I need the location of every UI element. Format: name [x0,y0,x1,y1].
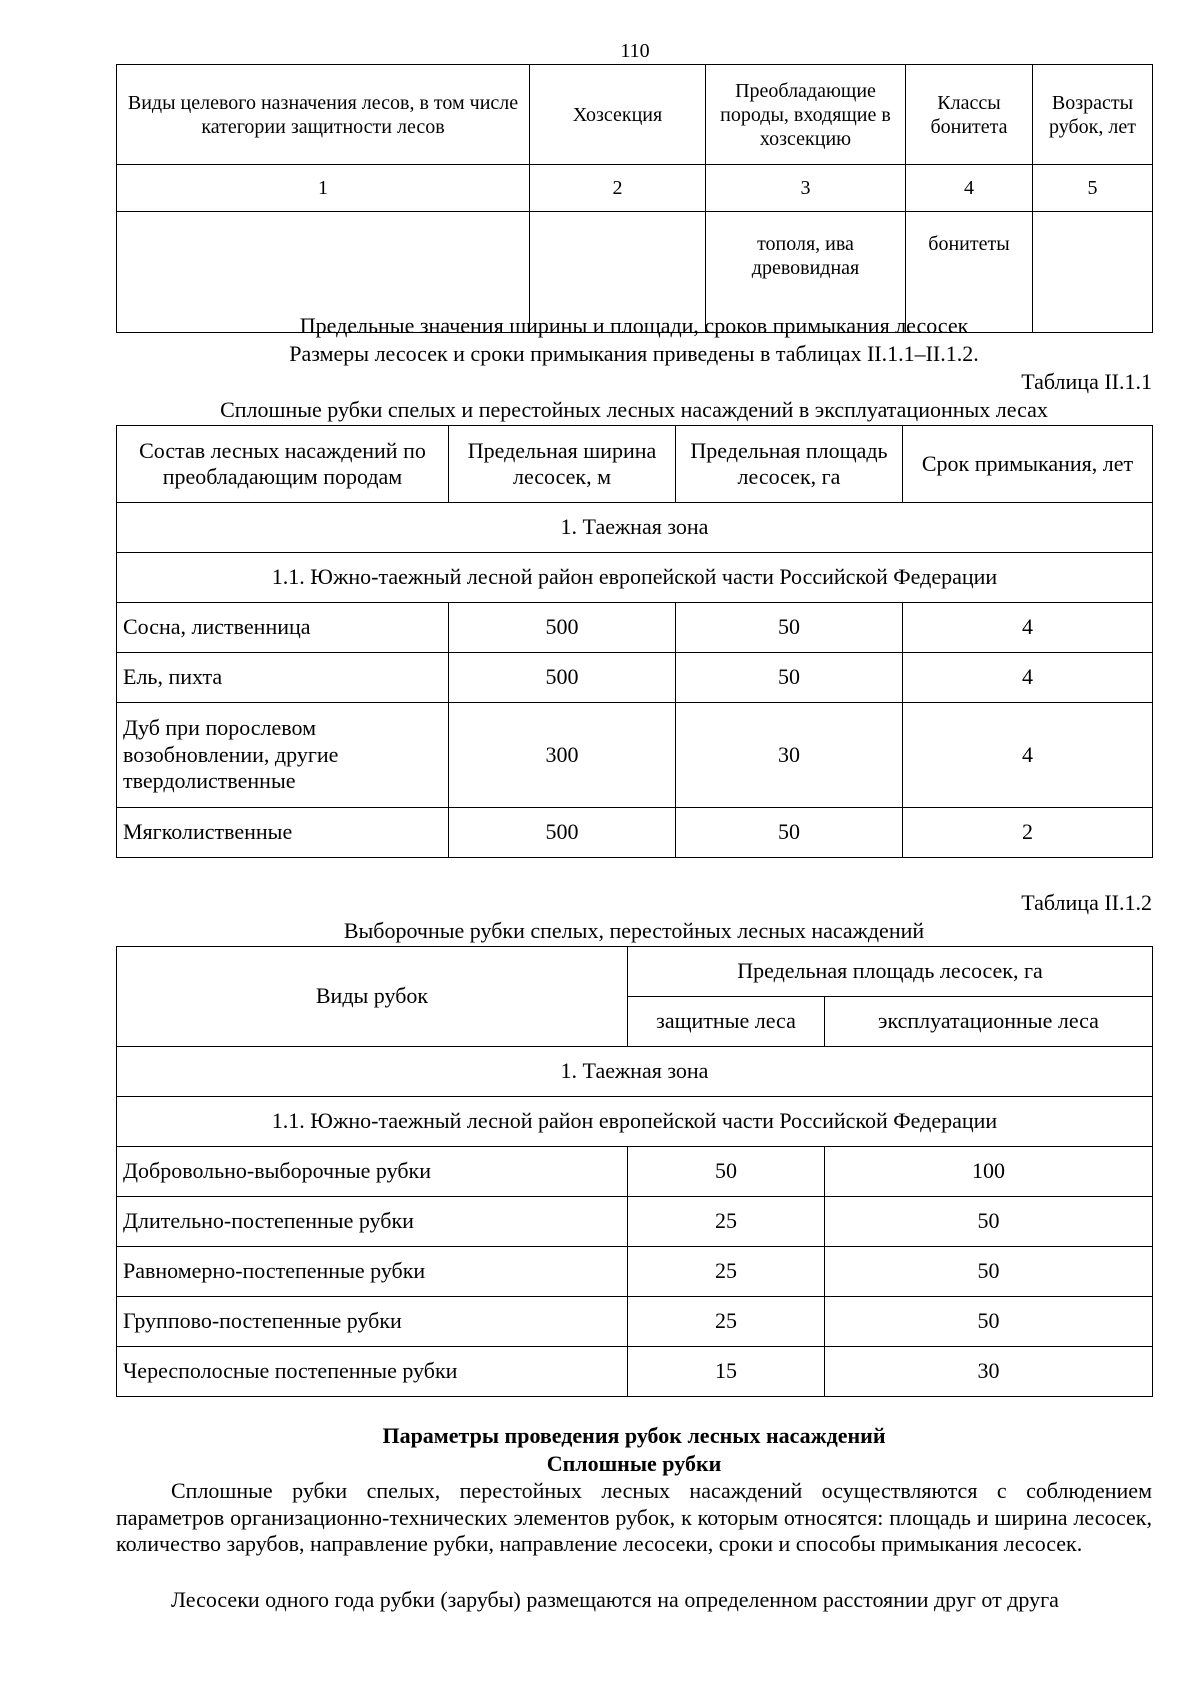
column-number: 3 [706,165,906,212]
header-cell: Преобладающие породы, входящие в хозсекцию [706,65,906,165]
header-cell: Классы бонитета [906,65,1033,165]
table-cell: Мягколиственные [117,808,449,858]
column-number: 2 [530,165,706,212]
header-cell: Предельная площадь лесосек, га [676,426,903,503]
table-cell: 300 [449,703,676,808]
table-cell: Группово-постепенные рубки [117,1297,628,1347]
table-cell: Сосна, лиственница [117,603,449,653]
section-heading: Предельные значения ширины и площади, сроков примыкания лесосек [299,313,969,338]
selective-cut-table [116,946,1153,1397]
header-cell: Возрасты рубок, лет [1033,65,1153,165]
body-paragraph: Сплошные рубки спелых, перестойных лесных насаждений осуществляются с соблюдением параметров организационно-технических элементов рубок, к которым относятся: площадь и ширина лесосек, количество зарубов, направление рубки, направление лесосеки, сроки и способы примыкания лесосек. [116,1478,1152,1556]
section-heading: Параметры проведения рубок лесных насаждений [382,1423,886,1448]
column-number-row [117,165,1153,212]
header-cell: Предельная площадь лесосек, га [628,947,1153,997]
table-header-row [117,947,1153,997]
table-row [117,1147,1153,1197]
header-cell: Виды целевого назначения лесов, в том числе категории защитности лесов [117,65,530,165]
table-cell: 25 [628,1197,825,1247]
table-cell: 25 [628,1247,825,1297]
table-cell: Длительно-постепенные рубки [117,1197,628,1247]
table-header-row [117,426,1153,503]
header-cell: Состав лесных насаждений по преобладающим породам [117,426,449,503]
page-number: 110 [620,40,650,62]
table-cell: тополя, ива древовидная [706,212,906,333]
table-title: Сплошные рубки спелых и перестойных лесных насаждений в эксплуатационных лесах [220,397,1048,422]
body-paragraph: Лесосеки одного года рубки (зарубы) размещаются на определенном расстоянии друг от друга [171,1587,1059,1612]
table-cell: 500 [449,653,676,703]
header-cell: Срок примыкания, лет [903,426,1153,503]
table-cell: 4 [903,653,1153,703]
table-cell: Ель, пихта [117,653,449,703]
table-cell: Равномерно-постепенные рубки [117,1247,628,1297]
header-cell: защитные леса [628,997,825,1047]
table-row [117,1297,1153,1347]
region-cell: 1.1. Южно-таежный лесной район европейской части Российской Федерации [117,553,1153,603]
section-subline: Размеры лесосек и сроки примыкания приведены в таблицах II.1.1–II.1.2. [289,341,979,366]
zone-cell: 1. Таежная зона [117,503,1153,553]
table-cell: Дуб при порослевом возобновлении, другие твердолиственные [117,703,449,808]
table-row [117,808,1153,858]
table-row [117,703,1153,808]
zone-row [117,1047,1153,1097]
table-cell: 500 [449,603,676,653]
table-cell: 15 [628,1347,825,1397]
table-cell: 50 [825,1197,1153,1247]
section-subheading: Сплошные рубки [546,1451,722,1476]
table-cell: Чересполосные постепенные рубки [117,1347,628,1397]
table-row [117,1247,1153,1297]
table-cell: 50 [825,1247,1153,1297]
table-cell: 50 [628,1147,825,1197]
forest-purpose-table [116,64,1153,333]
table-row [117,603,1153,653]
table-cell: 30 [825,1347,1153,1397]
column-number: 1 [117,165,530,212]
zone-row [117,503,1153,553]
column-number: 4 [906,165,1033,212]
column-number: 5 [1033,165,1153,212]
table-cell: Добровольно-выборочные рубки [117,1147,628,1197]
table-cell: 4 [903,603,1153,653]
table-cell: 4 [903,703,1153,808]
table-cell: 100 [825,1147,1153,1197]
clear-cut-table [116,425,1153,858]
table-row [117,1347,1153,1397]
table-cell: 30 [676,703,903,808]
region-row [117,1097,1153,1147]
header-cell: Хозсекция [530,65,706,165]
region-cell: 1.1. Южно-таежный лесной район европейской части Российской Федерации [117,1097,1153,1147]
header-cell: эксплуатационные леса [825,997,1153,1047]
table-cell: 2 [903,808,1153,858]
table-label: Таблица II.1.1 [1021,369,1152,394]
table-title: Выборочные рубки спелых, перестойных лесных насаждений [343,918,925,943]
table-cell: бонитеты [906,212,1033,333]
header-cell: Виды рубок [117,947,628,1047]
table-row [117,1197,1153,1247]
zone-cell: 1. Таежная зона [117,1047,1153,1097]
table-cell: 50 [825,1297,1153,1347]
table-cell: 50 [676,603,903,653]
table-row [117,653,1153,703]
table-cell: 25 [628,1297,825,1347]
table-cell: 500 [449,808,676,858]
header-cell: Предельная ширина лесосек, м [449,426,676,503]
table-cell: 50 [676,653,903,703]
region-row [117,553,1153,603]
table-cell: 50 [676,808,903,858]
table-header-row [117,65,1153,165]
table-label: Таблица II.1.2 [1021,890,1152,915]
